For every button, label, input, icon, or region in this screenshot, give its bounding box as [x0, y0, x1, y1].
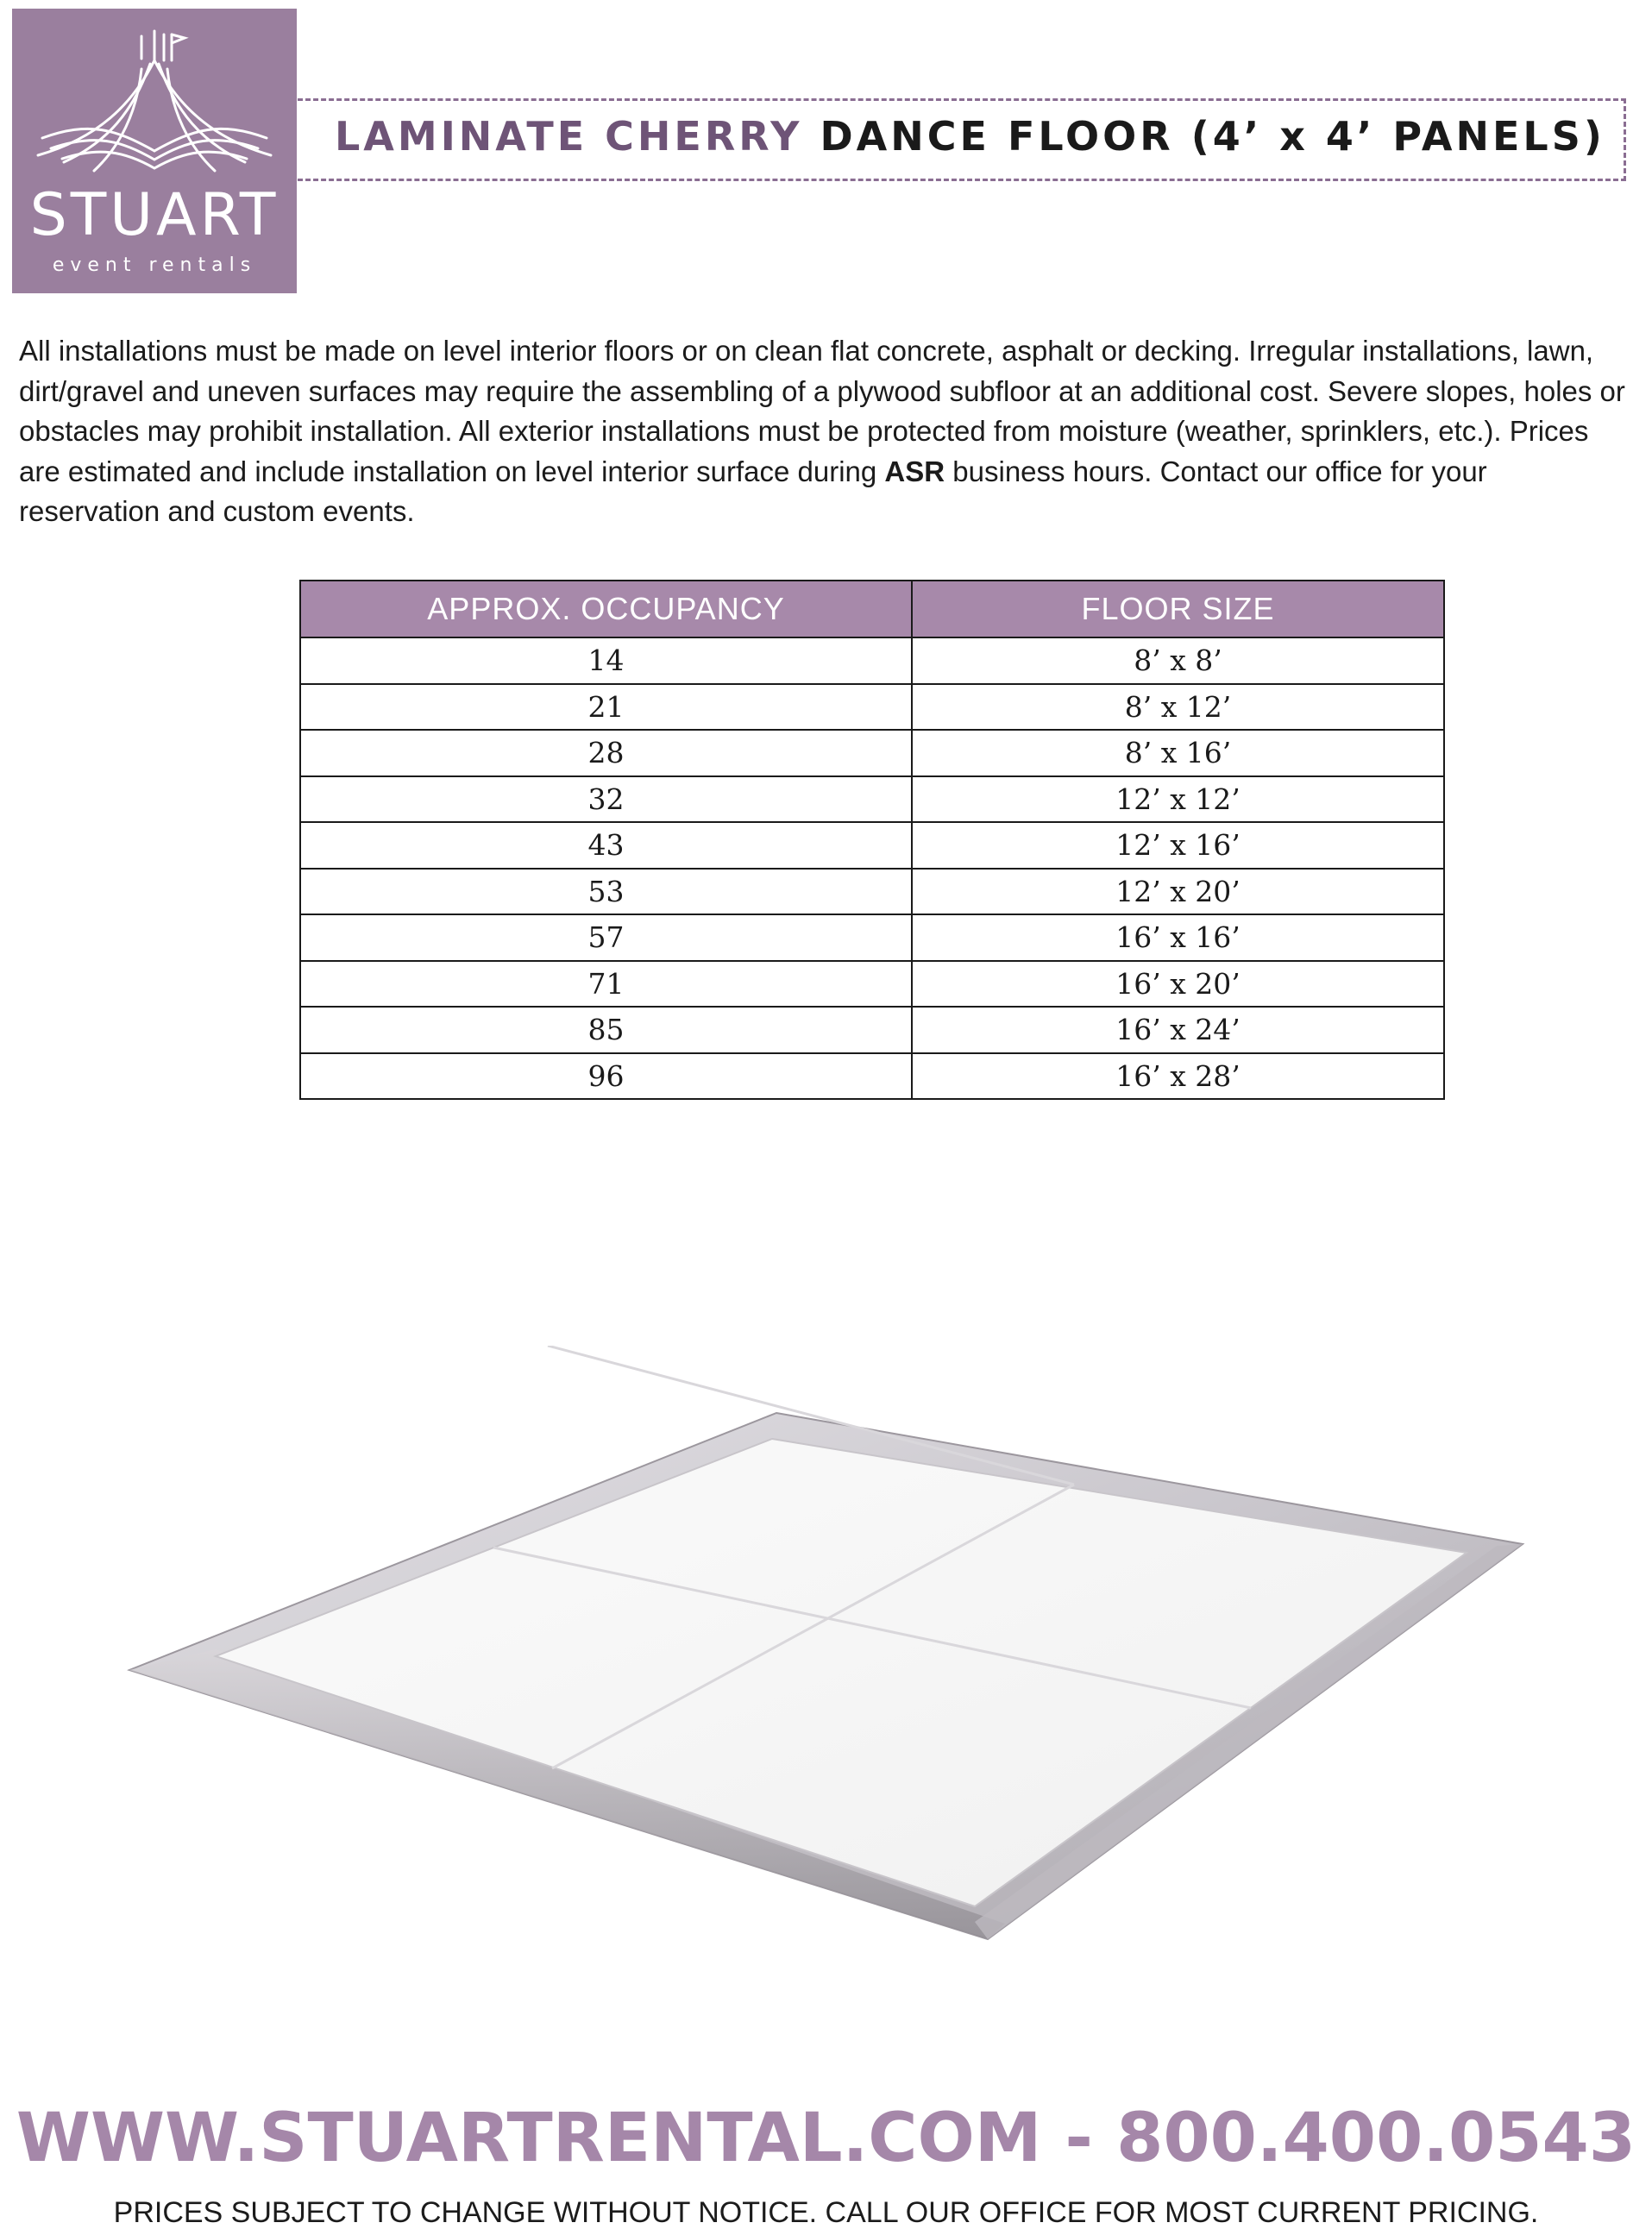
- dance-floor-image: [0, 1346, 1652, 1984]
- table-row: [300, 776, 1444, 823]
- table-row: [300, 961, 1444, 1008]
- header-occupancy: APPROX. OCCUPANCY: [300, 581, 912, 637]
- floor-size-cell: 8’ x 16’: [912, 730, 1444, 776]
- table-row: [300, 1007, 1444, 1053]
- logo: [12, 9, 297, 293]
- occupancy-cell: 32: [300, 776, 912, 823]
- occupancy-cell: 43: [300, 822, 912, 869]
- intro-text-before: All installations must be made on level interior floors or on clean flat concrete, asphalt or decking. Irregular installations, lawn, dirt/gravel and uneven surfaces may require the assembling of a plywood subfloor at an additional cost. Severe slopes, holes or obstacles may prohibit installation. All exterior installations must be protected from moisture (weather, sprinklers, etc.). Prices are estimated and include installation on level interior surface during: [19, 335, 1625, 487]
- tent-logo-icon: [12, 9, 297, 181]
- occupancy-table: [299, 580, 1445, 1100]
- floor-size-cell: 12’ x 16’: [912, 822, 1444, 869]
- footer-note: PRICES SUBJECT TO CHANGE WITHOUT NOTICE. CALL OUR OFFICE FOR MOST CURRENT PRICING.: [113, 2196, 1539, 2229]
- floor-size-cell: 8’ x 8’: [912, 637, 1444, 684]
- table-row: [300, 869, 1444, 915]
- floor-size-cell: 8’ x 12’: [912, 684, 1444, 731]
- occupancy-cell: 96: [300, 1053, 912, 1100]
- occupancy-cell: 28: [300, 730, 912, 776]
- occupancy-cell: 85: [300, 1007, 912, 1053]
- floor-size-cell: 12’ x 12’: [912, 776, 1444, 823]
- header-floor-size: FLOOR SIZE: [912, 581, 1444, 637]
- table-row: [300, 822, 1444, 869]
- intro-text-after: business hours. Contact our office for your reservation and custom events.: [19, 455, 1487, 527]
- floor-size-cell: 16’ x 28’: [912, 1053, 1444, 1100]
- table-row: [300, 1053, 1444, 1100]
- title-main: DANCE FLOOR (4’ x 4’ PANELS): [820, 113, 1605, 160]
- intro-paragraph: [19, 331, 1634, 532]
- title-accent: LAMINATE CHERRY: [335, 113, 803, 160]
- floor-size-cell: 16’ x 24’: [912, 1007, 1444, 1053]
- table-row: [300, 684, 1444, 731]
- occupancy-cell: 14: [300, 637, 912, 684]
- floor-size-cell: 16’ x 16’: [912, 914, 1444, 961]
- table-row: [300, 637, 1444, 684]
- occupancy-cell: 53: [300, 869, 912, 915]
- logo-tagline: event rentals: [52, 254, 257, 276]
- floor-size-cell: 12’ x 20’: [912, 869, 1444, 915]
- logo-name: STUART: [29, 181, 280, 249]
- intro-highlight: ASR: [884, 455, 945, 487]
- page-title: [335, 110, 1605, 162]
- occupancy-cell: 71: [300, 961, 912, 1008]
- floor-size-cell: 16’ x 20’: [912, 961, 1444, 1008]
- table-header-row: [300, 581, 1444, 637]
- occupancy-cell: 57: [300, 914, 912, 961]
- table-row: [300, 730, 1444, 776]
- footer-contact[interactable]: WWW.STUARTRENTAL.COM - 800.400.0543: [16, 2100, 1636, 2177]
- table-row: [300, 914, 1444, 961]
- occupancy-cell: 21: [300, 684, 912, 731]
